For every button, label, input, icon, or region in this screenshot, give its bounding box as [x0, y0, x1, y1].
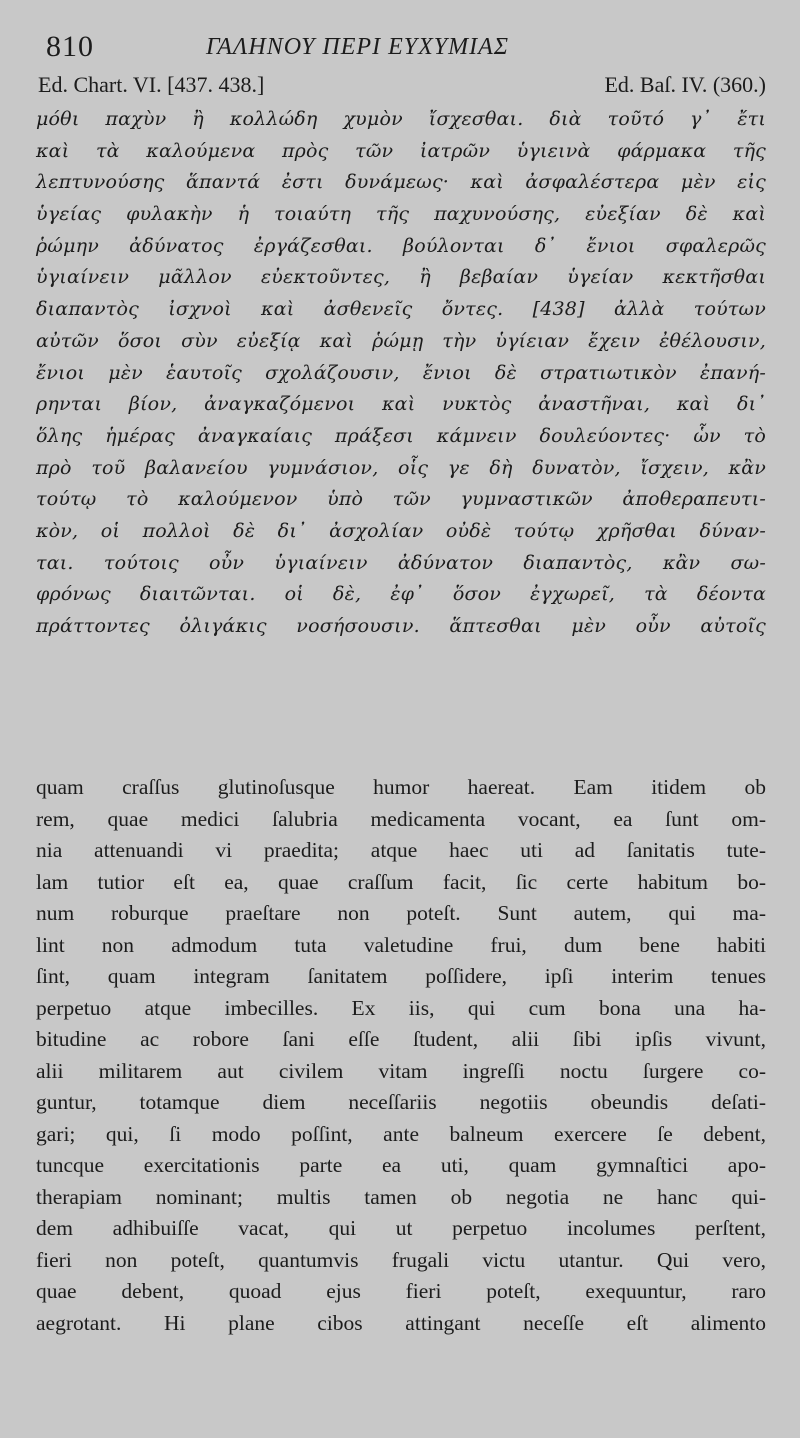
greek-line: ται. τούτοις οὖν ὑγιαίνειν ἀδύνατον διαπαντὸς, κἂν σω-: [36, 551, 766, 574]
greek-line: μόθι παχὺν ἢ κολλώδη χυμὸν ἴσχεσθαι. διὰ τοῦτό γ᾽ ἔτι: [36, 108, 766, 130]
edition-reference-chartier: Ed. Chart. VI. [437. 438.]: [38, 72, 265, 97]
latin-line: guntur, totamque diem neceſſariis negotiis obeundis deſati-: [36, 1090, 766, 1114]
latin-line: aegrotant. Hi plane cibos attingant neceſſe eſt alimento: [36, 1310, 766, 1335]
latin-line: quae debent, quoad ejus fieri poteſt, exequuntur, raro: [36, 1279, 766, 1303]
latin-line: ſint, quam integram ſanitatem poſſidere, ipſi interim tenues: [36, 964, 766, 988]
greek-line: καὶ τὰ καλούμενα πρὸς τῶν ἰατρῶν ὑγιεινὰ φάρμακα τῆς: [36, 139, 766, 162]
latin-line: therapiam nominant; multis tamen ob negotia ne hanc qui-: [36, 1184, 766, 1209]
page-number: 810: [46, 30, 94, 63]
latin-text-column: [36, 772, 766, 1339]
latin-line: bitudine ac robore ſani eſſe ſtudent, alii ſibi ipſis vivunt,: [36, 1027, 766, 1051]
greek-line: λεπτυνούσης ἅπαντά ἐστι δυνάμεως· καὶ ἀσφαλέστερα μὲν εἰς: [36, 171, 766, 194]
greek-line: τούτῳ τὸ καλούμενον ὑπὸ τῶν γυμναστικῶν ἀποθεραπευτι-: [36, 488, 766, 511]
greek-line: διαπαντὸς ἰσχνοὶ καὶ ἀσθενεῖς ὄντες. [438] ἀλλὰ τούτων: [36, 298, 766, 321]
greek-line: ὑγιαίνειν μᾶλλον εὐεκτοῦντες, ἢ βεβαίαν ὑγείαν κεκτῆσθαι: [36, 266, 766, 289]
greek-line: φρόνως διαιτῶνται. οἱ δὲ, ἐφ᾽ ὅσον ἐγχωρεῖ, τὰ δέοντα: [36, 583, 766, 606]
greek-line: κὸν, οἱ πολλοὶ δὲ δι᾽ ἀσχολίαν οὐδὲ τούτῳ χρῆσθαι δύναν-: [36, 519, 766, 542]
greek-line: ἔνιοι μὲν ἑαυτοῖς σχολάζουσιν, ἔνιοι δὲ στρατιωτικὸν ἐπανή-: [36, 361, 766, 384]
greek-line: αὐτῶν ὅσοι σὺν εὐεξίᾳ καὶ ῥώμῃ τὴν ὑγίειαν ἔχειν ἐθέλουσιν,: [36, 329, 766, 352]
latin-line: perpetuo atque imbecilles. Ex iis, qui cum bona una ha-: [36, 995, 766, 1020]
latin-line: alii militarem aut civilem vitam ingreſſi noctu ſurgere co-: [36, 1058, 766, 1083]
latin-line: num roburque praeſtare non poteſt. Sunt autem, qui ma-: [36, 901, 766, 925]
latin-line: lint non admodum tuta valetudine frui, dum bene habiti: [36, 932, 766, 957]
latin-line: rem, quae medici ſalubria medicamenta vocant, ea ſunt om-: [36, 806, 766, 831]
running-title: ΓΑΛΗΝΟΥ ΠΕΡΙ ΕΥΧΥΜΙΑΣ: [206, 34, 509, 60]
greek-line: πράττοντες ὀλιγάκις νοσήσουσιν. ἅπτεσθαι μὲν οὖν αὐτοῖς: [36, 615, 766, 637]
latin-line: nia attenuandi vi praedita; atque haec uti ad ſanitatis tute-: [36, 838, 766, 862]
latin-line: dem adhibuiſſe vacat, qui ut perpetuo incolumes perſtent,: [36, 1216, 766, 1240]
greek-line: ῥώμην ἀδύνατος ἐργάζεσθαι. βούλονται δ᾽ ἔνιοι σφαλερῶς: [36, 234, 766, 257]
page-header: [36, 30, 770, 70]
greek-text-column: [36, 104, 766, 643]
latin-line: gari; qui, ſi modo poſſint, ante balneum exercere ſe debent,: [36, 1121, 766, 1146]
latin-line: lam tutior eſt ea, quae craſſum facit, ſic certe habitum bo-: [36, 869, 766, 894]
greek-line: πρὸ τοῦ βαλανείου γυμνάσιον, οἷς γε δὴ δυνατὸν, ἴσχειν, κἂν: [36, 456, 766, 479]
edition-reference-basel: Ed. Baſ. IV. (360.): [604, 72, 766, 97]
latin-line: fieri non poteſt, quantumvis frugali victu utantur. Qui vero,: [36, 1247, 766, 1272]
greek-line: ὅλης ἡμέρας ἀναγκαίαις πράξεσι κάμνειν δουλεύοντες· ὧν τὸ: [36, 424, 766, 447]
greek-line: ρηνται βίον, ἀναγκαζόμενοι καὶ νυκτὸς ἀναστῆναι, καὶ δι᾽: [36, 393, 766, 416]
latin-line: tuncque exercitationis parte ea uti, quam gymnaſtici apo-: [36, 1153, 766, 1177]
greek-line: ὑγείας φυλακὴν ἡ τοιαύτη τῆς παχυνούσης, εὐεξίαν δὲ καὶ: [36, 203, 766, 226]
latin-line: quam craſſus glutinoſusque humor haereat. Eam itidem ob: [36, 775, 766, 799]
